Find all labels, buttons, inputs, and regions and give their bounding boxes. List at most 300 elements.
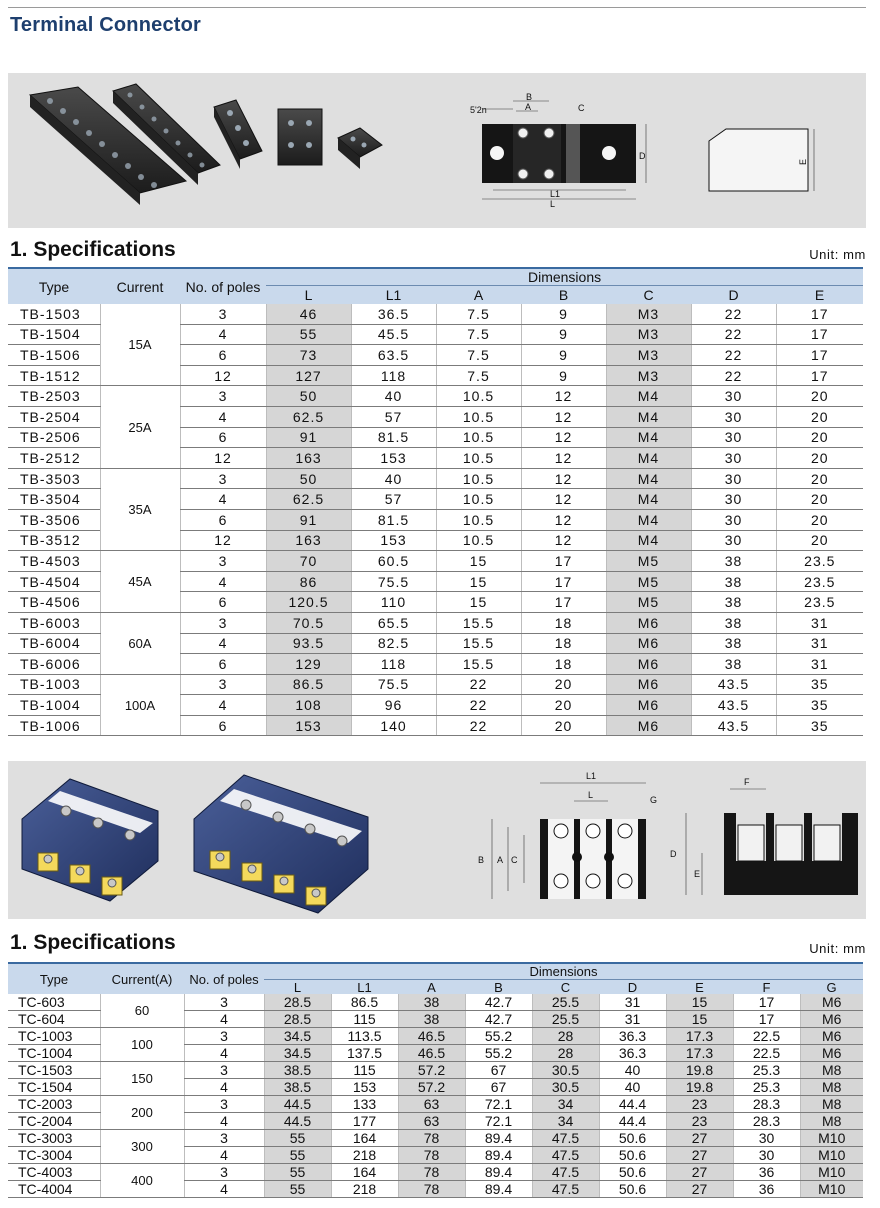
cell-type: TB-1512: [8, 365, 100, 386]
cell-poles: 4: [184, 1181, 264, 1198]
cell-dim: 36.5: [351, 304, 436, 324]
cell-dim: 43.5: [691, 695, 776, 716]
cell-dim: M6: [606, 612, 691, 633]
cell-dim: 28.3: [733, 1113, 800, 1130]
cell-dim: 23: [666, 1096, 733, 1113]
cell-dim: 38.5: [264, 1079, 331, 1096]
col-header-dim-c: C: [606, 286, 691, 305]
dimension-label: L: [550, 199, 556, 209]
section-2-unit: Unit: mm: [809, 941, 866, 956]
cell-dim: 63: [398, 1096, 465, 1113]
col-header-dimensions: Dimensions: [266, 268, 863, 286]
cell-dim: 118: [351, 365, 436, 386]
cell-dim: 12: [521, 386, 606, 407]
cell-dim: 23: [666, 1113, 733, 1130]
cell-dim: 73: [266, 345, 351, 366]
dimension-label: A: [525, 102, 532, 112]
cell-dim: 38: [691, 592, 776, 613]
cell-dim: 163: [266, 530, 351, 551]
cell-dim: 46: [266, 304, 351, 324]
table-row: [8, 1028, 863, 1045]
cell-dim: 10.5: [436, 448, 521, 469]
cell-dim: 45.5: [351, 324, 436, 345]
col-header-dim-f: F: [733, 980, 800, 995]
cell-dim: 96: [351, 695, 436, 716]
cell-type: TC-4004: [8, 1181, 100, 1198]
cell-type: TC-3004: [8, 1147, 100, 1164]
cell-poles: 3: [180, 386, 266, 407]
cell-type: TB-3504: [8, 489, 100, 510]
cell-dim: 7.5: [436, 324, 521, 345]
cell-dim: 12: [521, 427, 606, 448]
cell-type: TB-2512: [8, 448, 100, 469]
col-header-poles: No. of poles: [180, 268, 266, 304]
cell-poles: 4: [184, 1079, 264, 1096]
cell-poles: 3: [180, 612, 266, 633]
cell-dim: M6: [800, 994, 863, 1011]
page-title: Terminal Connector: [10, 14, 202, 36]
cell-dim: M3: [606, 345, 691, 366]
cell-dim: 22: [436, 715, 521, 736]
cell-dim: 20: [776, 406, 863, 427]
cell-dim: 27: [666, 1130, 733, 1147]
cell-type: TB-4504: [8, 571, 100, 592]
cell-dim: 19.8: [666, 1079, 733, 1096]
cell-dim: 23.5: [776, 571, 863, 592]
dimension-label: B: [478, 855, 485, 865]
cell-type: TB-1006: [8, 715, 100, 736]
cell-dim: 18: [521, 633, 606, 654]
cell-dim: 55: [264, 1147, 331, 1164]
cell-dim: 81.5: [351, 509, 436, 530]
cell-dim: 72.1: [465, 1113, 532, 1130]
cell-dim: 12: [521, 489, 606, 510]
cell-dim: 36.3: [599, 1045, 666, 1062]
cell-dim: 30: [733, 1130, 800, 1147]
col-header-type: Type: [8, 268, 100, 304]
cell-dim: 50.6: [599, 1147, 666, 1164]
table-row: [8, 612, 863, 633]
cell-dim: M6: [800, 1045, 863, 1062]
dimension-label: 5'2n: [470, 105, 487, 115]
cell-dim: M8: [800, 1062, 863, 1079]
col-header-dim-a: A: [398, 980, 465, 995]
cell-poles: 4: [184, 1011, 264, 1028]
cell-dim: 50: [266, 386, 351, 407]
cell-dim: 12: [521, 509, 606, 530]
cell-dim: 9: [521, 345, 606, 366]
cell-type: TB-2506: [8, 427, 100, 448]
cell-dim: 23.5: [776, 592, 863, 613]
cell-type: TC-4003: [8, 1164, 100, 1181]
cell-dim: 67: [465, 1062, 532, 1079]
cell-dim: 62.5: [266, 406, 351, 427]
cell-type: TB-1004: [8, 695, 100, 716]
cell-dim: M8: [800, 1113, 863, 1130]
cell-dim: 17: [521, 592, 606, 613]
cell-dim: 55.2: [465, 1045, 532, 1062]
col-header-dim-d: D: [691, 286, 776, 305]
dimension-label: C: [578, 103, 585, 113]
col-header-poles: No. of poles: [184, 963, 264, 994]
cell-type: TC-2003: [8, 1096, 100, 1113]
cell-dim: 89.4: [465, 1130, 532, 1147]
cell-dim: 50.6: [599, 1130, 666, 1147]
col-header-dim-e: E: [666, 980, 733, 995]
table-row: [8, 674, 863, 695]
dimension-label: L1: [586, 771, 597, 781]
cell-dim: 55.2: [465, 1028, 532, 1045]
cell-poles: 4: [184, 1045, 264, 1062]
dimension-label: D: [639, 151, 646, 161]
col-header-dim-d: D: [599, 980, 666, 995]
cell-poles: 12: [180, 365, 266, 386]
cell-dim: 20: [776, 427, 863, 448]
cell-current: 35A: [100, 468, 180, 550]
cell-dim: 38: [398, 1011, 465, 1028]
cell-dim: 50.6: [599, 1164, 666, 1181]
cell-dim: 9: [521, 324, 606, 345]
cell-dim: 70: [266, 551, 351, 572]
cell-dim: 27: [666, 1181, 733, 1198]
col-header-dimensions: Dimensions: [264, 963, 863, 980]
cell-dim: 20: [776, 489, 863, 510]
cell-dim: M4: [606, 427, 691, 448]
cell-dim: 31: [776, 633, 863, 654]
cell-dim: 89.4: [465, 1164, 532, 1181]
cell-type: TB-3512: [8, 530, 100, 551]
cell-dim: 91: [266, 509, 351, 530]
cell-dim: 218: [331, 1147, 398, 1164]
cell-poles: 6: [180, 345, 266, 366]
tb-block-photo-3: [214, 100, 262, 169]
cell-dim: M5: [606, 551, 691, 572]
cell-dim: 108: [266, 695, 351, 716]
cell-dim: 20: [521, 715, 606, 736]
cell-dim: 36: [733, 1164, 800, 1181]
cell-dim: 57.2: [398, 1079, 465, 1096]
cell-dim: 7.5: [436, 345, 521, 366]
cell-dim: 115: [331, 1062, 398, 1079]
table-row: [8, 1062, 863, 1079]
cell-dim: 120.5: [266, 592, 351, 613]
cell-dim: 9: [521, 304, 606, 324]
cell-dim: 22: [691, 365, 776, 386]
cell-dim: 153: [331, 1079, 398, 1096]
cell-dim: 78: [398, 1181, 465, 1198]
cell-dim: 153: [351, 448, 436, 469]
dimension-label: E: [798, 158, 808, 165]
cell-dim: 153: [266, 715, 351, 736]
cell-dim: 30.5: [532, 1062, 599, 1079]
dimension-label: L1: [550, 189, 561, 199]
cell-dim: 42.7: [465, 1011, 532, 1028]
cell-dim: 38: [691, 633, 776, 654]
cell-type: TC-3003: [8, 1130, 100, 1147]
tc-dimension-drawing-front: [478, 771, 657, 899]
cell-dim: 15: [436, 551, 521, 572]
cell-poles: 3: [180, 674, 266, 695]
cell-dim: 110: [351, 592, 436, 613]
cell-type: TB-1003: [8, 674, 100, 695]
cell-dim: 75.5: [351, 674, 436, 695]
cell-type: TC-603: [8, 994, 100, 1011]
cell-dim: 17: [521, 551, 606, 572]
cell-dim: 10.5: [436, 468, 521, 489]
cell-poles: 3: [184, 1164, 264, 1181]
cell-dim: 7.5: [436, 365, 521, 386]
cell-dim: 72.1: [465, 1096, 532, 1113]
cell-dim: 137.5: [331, 1045, 398, 1062]
cell-type: TC-2004: [8, 1113, 100, 1130]
cell-dim: 91: [266, 427, 351, 448]
cell-type: TB-4503: [8, 551, 100, 572]
col-header-dim-l1: L1: [351, 286, 436, 305]
cell-dim: 27: [666, 1164, 733, 1181]
cell-dim: 65.5: [351, 612, 436, 633]
cell-dim: 78: [398, 1147, 465, 1164]
cell-current: 100: [100, 1028, 184, 1062]
col-header-dim-l1: L1: [331, 980, 398, 995]
dimension-label: B: [526, 92, 533, 102]
cell-dim: 93.5: [266, 633, 351, 654]
table-row: [8, 994, 863, 1011]
col-header-dim-l: L: [264, 980, 331, 995]
cell-dim: 25.3: [733, 1079, 800, 1096]
cell-dim: 30: [691, 489, 776, 510]
cell-poles: 6: [180, 509, 266, 530]
cell-dim: M6: [606, 633, 691, 654]
cell-dim: M5: [606, 592, 691, 613]
table-row: [8, 468, 863, 489]
cell-dim: 60.5: [351, 551, 436, 572]
cell-poles: 4: [184, 1113, 264, 1130]
cell-type: TC-1003: [8, 1028, 100, 1045]
cell-dim: 177: [331, 1113, 398, 1130]
cell-dim: M6: [800, 1011, 863, 1028]
cell-dim: 10.5: [436, 530, 521, 551]
cell-dim: 47.5: [532, 1164, 599, 1181]
dimension-label: D: [670, 849, 677, 859]
cell-dim: 31: [776, 612, 863, 633]
cell-dim: 78: [398, 1164, 465, 1181]
cell-dim: 44.4: [599, 1096, 666, 1113]
cell-dim: 89.4: [465, 1147, 532, 1164]
col-header-current: Current: [100, 268, 180, 304]
cell-dim: 86: [266, 571, 351, 592]
cell-dim: M4: [606, 530, 691, 551]
tb-block-photo-5: [338, 128, 382, 169]
cell-dim: 34: [532, 1113, 599, 1130]
cell-dim: 20: [776, 509, 863, 530]
top-rule: [8, 7, 866, 8]
cell-dim: 38: [691, 612, 776, 633]
col-header-dim-b: B: [465, 980, 532, 995]
col-header-dim-c: C: [532, 980, 599, 995]
cell-dim: 19.8: [666, 1062, 733, 1079]
cell-dim: 40: [599, 1062, 666, 1079]
cell-dim: 22.5: [733, 1045, 800, 1062]
cell-dim: M4: [606, 406, 691, 427]
cell-dim: 38: [398, 994, 465, 1011]
cell-dim: M10: [800, 1130, 863, 1147]
cell-dim: 28: [532, 1045, 599, 1062]
cell-poles: 4: [180, 571, 266, 592]
cell-dim: 17.3: [666, 1028, 733, 1045]
table-row: [8, 1164, 863, 1181]
cell-type: TB-1506: [8, 345, 100, 366]
cell-dim: 164: [331, 1130, 398, 1147]
cell-current: 25A: [100, 386, 180, 468]
cell-dim: 140: [351, 715, 436, 736]
col-header-dim-g: G: [800, 980, 863, 995]
cell-dim: 10.5: [436, 406, 521, 427]
cell-poles: 3: [184, 1096, 264, 1113]
cell-type: TB-6006: [8, 654, 100, 675]
col-header-dim-e: E: [776, 286, 863, 305]
cell-dim: 20: [776, 448, 863, 469]
cell-dim: 18: [521, 612, 606, 633]
dimension-label: L: [588, 790, 594, 800]
cell-current: 150: [100, 1062, 184, 1096]
dimension-label: A: [497, 855, 504, 865]
cell-dim: 20: [776, 386, 863, 407]
cell-dim: 164: [331, 1164, 398, 1181]
cell-dim: 42.7: [465, 994, 532, 1011]
cell-current: 15A: [100, 304, 180, 386]
dimension-label: E: [694, 869, 701, 879]
cell-dim: 63.5: [351, 345, 436, 366]
cell-dim: 10.5: [436, 386, 521, 407]
cell-dim: 115: [331, 1011, 398, 1028]
cell-dim: 22: [691, 304, 776, 324]
cell-dim: 86.5: [331, 994, 398, 1011]
cell-dim: 15: [436, 571, 521, 592]
cell-poles: 3: [184, 1130, 264, 1147]
cell-dim: 12: [521, 530, 606, 551]
cell-dim: 50.6: [599, 1181, 666, 1198]
cell-dim: 30: [691, 530, 776, 551]
cell-dim: 38: [691, 551, 776, 572]
cell-dim: 129: [266, 654, 351, 675]
cell-dim: 9: [521, 365, 606, 386]
dimension-label: F: [744, 777, 750, 787]
cell-dim: 12: [521, 468, 606, 489]
cell-poles: 3: [184, 1062, 264, 1079]
cell-dim: M10: [800, 1147, 863, 1164]
cell-type: TB-1503: [8, 304, 100, 324]
section-1-unit: Unit: mm: [809, 247, 866, 262]
cell-dim: M4: [606, 468, 691, 489]
tb-product-illustration: [8, 73, 866, 228]
cell-type: TB-4506: [8, 592, 100, 613]
cell-dim: 22: [691, 345, 776, 366]
cell-dim: 153: [351, 530, 436, 551]
cell-dim: 78: [398, 1130, 465, 1147]
cell-poles: 4: [180, 489, 266, 510]
cell-dim: 38: [691, 654, 776, 675]
cell-dim: 34: [532, 1096, 599, 1113]
cell-dim: 10.5: [436, 427, 521, 448]
cell-dim: 40: [599, 1079, 666, 1096]
dimension-label: C: [511, 855, 518, 865]
cell-type: TB-1504: [8, 324, 100, 345]
cell-dim: 113.5: [331, 1028, 398, 1045]
cell-dim: 44.4: [599, 1113, 666, 1130]
cell-dim: 30: [733, 1147, 800, 1164]
cell-poles: 4: [180, 406, 266, 427]
col-header-dim-b: B: [521, 286, 606, 305]
cell-dim: 27: [666, 1147, 733, 1164]
cell-dim: 25.5: [532, 1011, 599, 1028]
cell-dim: 22: [436, 695, 521, 716]
cell-current: 60A: [100, 612, 180, 674]
cell-dim: 34.5: [264, 1028, 331, 1045]
cell-dim: 22: [691, 324, 776, 345]
cell-dim: 17: [776, 365, 863, 386]
cell-dim: 44.5: [264, 1096, 331, 1113]
cell-type: TB-2503: [8, 386, 100, 407]
cell-current: 300: [100, 1130, 184, 1164]
cell-dim: 70.5: [266, 612, 351, 633]
cell-poles: 4: [180, 695, 266, 716]
cell-dim: 23.5: [776, 551, 863, 572]
cell-dim: 25.5: [532, 994, 599, 1011]
cell-dim: 86.5: [266, 674, 351, 695]
cell-dim: 30: [691, 427, 776, 448]
cell-dim: 31: [776, 654, 863, 675]
dimension-label: G: [650, 795, 658, 805]
cell-dim: 46.5: [398, 1028, 465, 1045]
table-row: [8, 551, 863, 572]
cell-dim: 30: [691, 386, 776, 407]
cell-dim: 218: [331, 1181, 398, 1198]
cell-dim: M5: [606, 571, 691, 592]
table-row: [8, 1096, 863, 1113]
col-header-dim-a: A: [436, 286, 521, 305]
cell-dim: 67: [465, 1079, 532, 1096]
cell-dim: 118: [351, 654, 436, 675]
cell-type: TC-604: [8, 1011, 100, 1028]
cell-dim: 133: [331, 1096, 398, 1113]
cell-poles: 3: [180, 468, 266, 489]
cell-dim: 7.5: [436, 304, 521, 324]
cell-poles: 12: [180, 530, 266, 551]
cell-dim: 30: [691, 509, 776, 530]
cell-dim: 81.5: [351, 427, 436, 448]
cell-dim: M10: [800, 1181, 863, 1198]
cell-dim: M6: [800, 1028, 863, 1045]
cell-dim: 15.5: [436, 654, 521, 675]
cell-dim: 47.5: [532, 1181, 599, 1198]
cell-dim: M3: [606, 324, 691, 345]
cell-dim: 17: [733, 994, 800, 1011]
cell-dim: 47.5: [532, 1130, 599, 1147]
cell-dim: 47.5: [532, 1147, 599, 1164]
cell-dim: 15: [666, 1011, 733, 1028]
cell-dim: 46.5: [398, 1045, 465, 1062]
cell-dim: 28: [532, 1028, 599, 1045]
cell-type: TB-2504: [8, 406, 100, 427]
cell-type: TB-3503: [8, 468, 100, 489]
cell-dim: M10: [800, 1164, 863, 1181]
cell-dim: 40: [351, 386, 436, 407]
cell-dim: 55: [264, 1164, 331, 1181]
cell-dim: 43.5: [691, 674, 776, 695]
cell-current: 60: [100, 994, 184, 1028]
cell-poles: 4: [184, 1147, 264, 1164]
cell-dim: 55: [266, 324, 351, 345]
